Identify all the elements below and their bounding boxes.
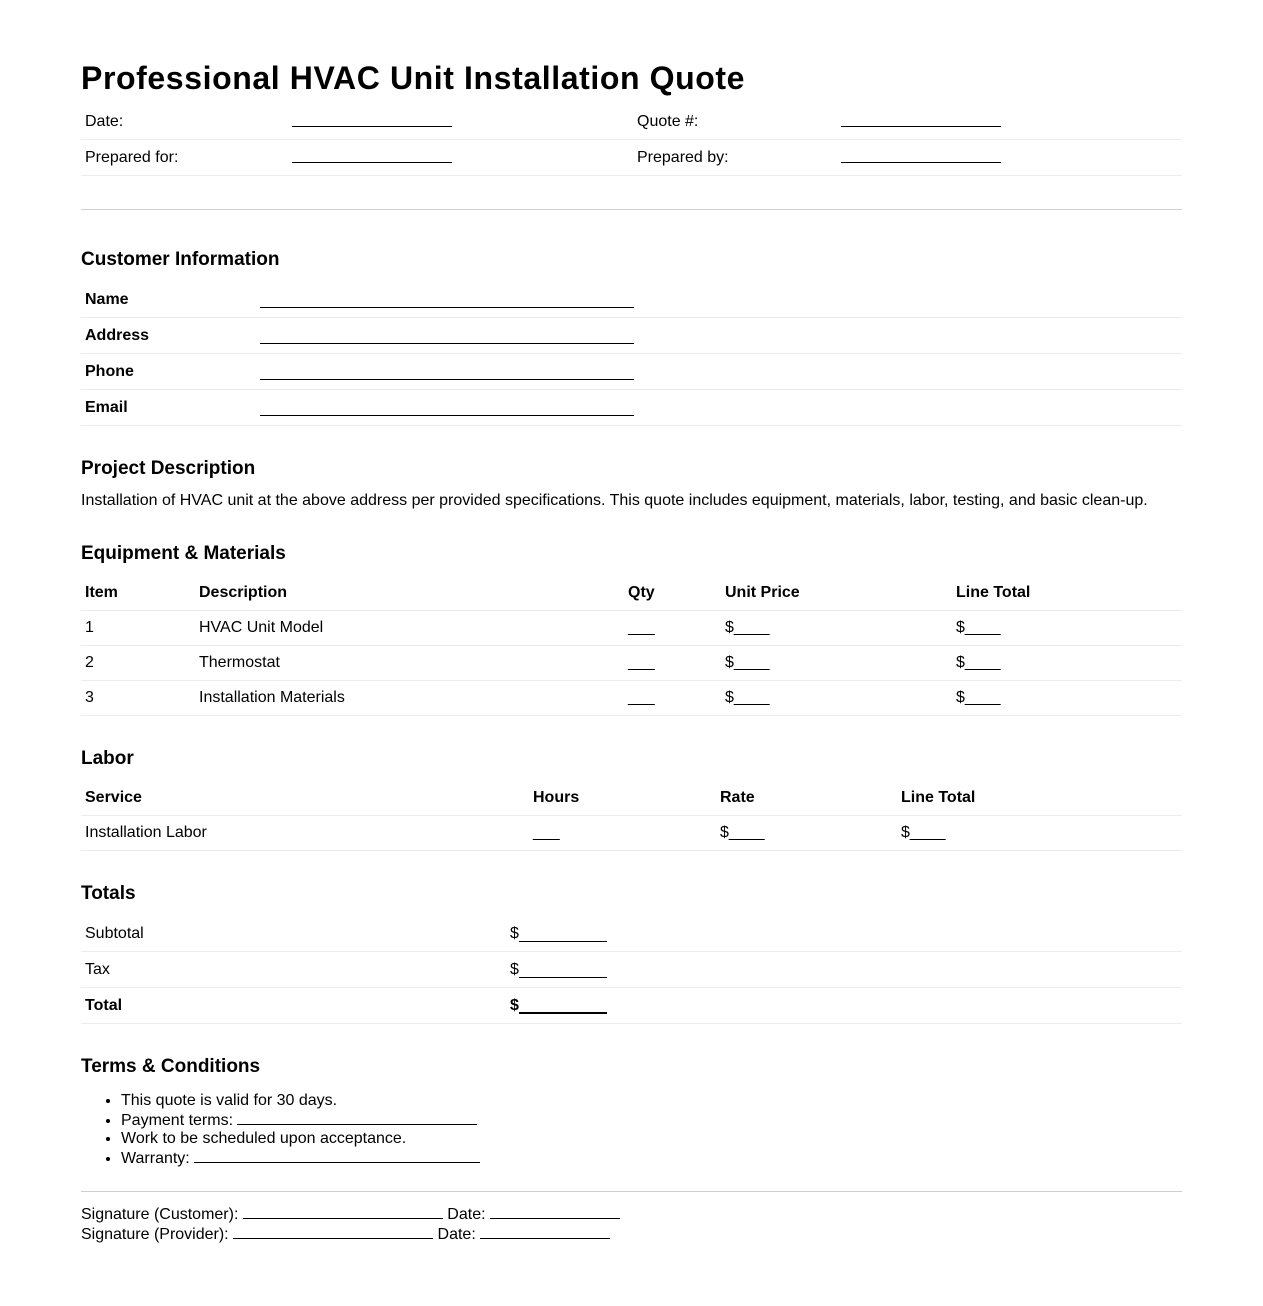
provider-date-field[interactable] — [480, 1224, 610, 1239]
col-labor-line-total: Line Total — [897, 781, 1182, 816]
provider-date-label: Date: — [437, 1226, 476, 1243]
customer-date-field[interactable] — [490, 1204, 620, 1219]
customer-email-row — [81, 390, 1182, 426]
signature-divider — [81, 1191, 1182, 1192]
term-validity: This quote is valid for 30 days. — [121, 1092, 338, 1109]
service-name: Installation Labor — [81, 816, 529, 851]
rate-field[interactable]: $____ — [716, 816, 897, 851]
project-description-heading: Project Description — [81, 458, 256, 479]
line-total-field[interactable]: $____ — [952, 646, 1182, 681]
table-row — [81, 611, 1182, 646]
term-payment-label: Payment terms: — [121, 1112, 234, 1129]
tax-label: Tax — [85, 960, 110, 978]
qty-field[interactable]: ___ — [624, 681, 721, 716]
customer-name-row — [81, 282, 1182, 318]
prepared-for-label: Prepared for: — [85, 148, 179, 166]
prepared-by-field[interactable] — [841, 147, 1001, 163]
prepared-for-field[interactable] — [292, 147, 452, 163]
unit-price-field[interactable]: $____ — [721, 611, 952, 646]
item-description: Installation Materials — [195, 681, 624, 716]
unit-price-field[interactable]: $____ — [721, 646, 952, 681]
col-qty: Qty — [624, 576, 721, 611]
tax-row — [81, 952, 1182, 988]
term-warranty-label: Warranty: — [121, 1150, 190, 1167]
customer-name-label: Name — [85, 290, 129, 308]
customer-info-heading: Customer Information — [81, 249, 280, 270]
terms-list — [81, 1092, 1182, 1168]
line-total-field[interactable]: $____ — [952, 681, 1182, 716]
table-row — [81, 816, 1182, 851]
col-description: Description — [195, 576, 624, 611]
hours-field[interactable]: ___ — [529, 816, 716, 851]
customer-info-fields — [81, 282, 1182, 426]
list-item — [121, 1092, 1182, 1110]
total-field[interactable] — [519, 997, 607, 1014]
customer-name-field[interactable] — [260, 292, 634, 308]
list-item — [121, 1130, 1182, 1148]
project-description-text: Installation of HVAC unit at the above address per provided specifications. This quote includes equipment, materials, labor, testing, and basic clean-up. — [81, 492, 1148, 509]
provider-signature-label: Signature (Provider): — [81, 1226, 229, 1243]
tax-field[interactable] — [519, 962, 607, 978]
page-title: Professional HVAC Unit Installation Quote — [81, 60, 746, 96]
quote-meta — [81, 104, 1182, 176]
equipment-heading: Equipment & Materials — [81, 543, 286, 564]
date-label: Date: — [85, 112, 124, 130]
col-hours: Hours — [529, 781, 716, 816]
tax-currency: $ — [510, 960, 519, 978]
customer-date-label: Date: — [447, 1206, 486, 1223]
header-divider — [81, 209, 1182, 210]
subtotal-field[interactable] — [519, 926, 607, 942]
labor-header-row — [81, 781, 1182, 816]
item-number: 1 — [81, 611, 195, 646]
item-description: Thermostat — [195, 646, 624, 681]
labor-table — [81, 781, 1182, 851]
equipment-header-row — [81, 576, 1182, 611]
date-field[interactable] — [292, 111, 452, 127]
total-row — [81, 988, 1182, 1024]
labor-line-total-field[interactable]: $____ — [897, 816, 1182, 851]
customer-phone-field[interactable] — [260, 364, 634, 380]
quote-document — [81, 0, 1182, 1244]
customer-phone-label: Phone — [85, 362, 134, 380]
totals-block — [81, 916, 1182, 1024]
customer-address-label: Address — [85, 326, 150, 344]
warranty-field[interactable] — [194, 1148, 480, 1163]
totals-heading: Totals — [81, 883, 136, 904]
unit-price-field[interactable]: $____ — [721, 681, 952, 716]
customer-email-field[interactable] — [260, 400, 634, 416]
qty-field[interactable]: ___ — [624, 646, 721, 681]
item-number: 3 — [81, 681, 195, 716]
list-item — [121, 1110, 1182, 1130]
qty-field[interactable]: ___ — [624, 611, 721, 646]
col-service: Service — [81, 781, 529, 816]
signature-block — [81, 1204, 1182, 1244]
quote-number-label: Quote #: — [637, 112, 699, 130]
terms-heading: Terms & Conditions — [81, 1056, 261, 1077]
quote-number-field[interactable] — [841, 111, 1001, 127]
list-item — [121, 1148, 1182, 1168]
customer-signature-line — [81, 1204, 1182, 1224]
total-currency: $ — [510, 996, 519, 1014]
customer-signature-label: Signature (Customer): — [81, 1206, 239, 1223]
table-row — [81, 681, 1182, 716]
customer-address-field[interactable] — [260, 328, 634, 344]
customer-phone-row — [81, 354, 1182, 390]
col-line-total: Line Total — [952, 576, 1182, 611]
provider-signature-field[interactable] — [233, 1224, 433, 1239]
subtotal-row — [81, 916, 1182, 952]
meta-row-date — [81, 104, 1182, 140]
customer-address-row — [81, 318, 1182, 354]
payment-terms-field[interactable] — [237, 1110, 477, 1125]
meta-row-prepared — [81, 140, 1182, 176]
customer-signature-field[interactable] — [243, 1204, 443, 1219]
total-label: Total — [85, 996, 123, 1014]
col-rate: Rate — [716, 781, 897, 816]
subtotal-label: Subtotal — [85, 924, 144, 942]
subtotal-currency: $ — [510, 924, 519, 942]
equipment-table — [81, 576, 1182, 716]
item-number: 2 — [81, 646, 195, 681]
labor-heading: Labor — [81, 748, 134, 769]
prepared-by-label: Prepared by: — [637, 148, 729, 166]
term-scheduling: Work to be scheduled upon acceptance. — [121, 1130, 407, 1147]
customer-email-label: Email — [85, 398, 128, 416]
table-row — [81, 646, 1182, 681]
line-total-field[interactable]: $____ — [952, 611, 1182, 646]
item-description: HVAC Unit Model — [195, 611, 624, 646]
provider-signature-line — [81, 1224, 1182, 1244]
col-unit-price: Unit Price — [721, 576, 952, 611]
col-item: Item — [81, 576, 195, 611]
